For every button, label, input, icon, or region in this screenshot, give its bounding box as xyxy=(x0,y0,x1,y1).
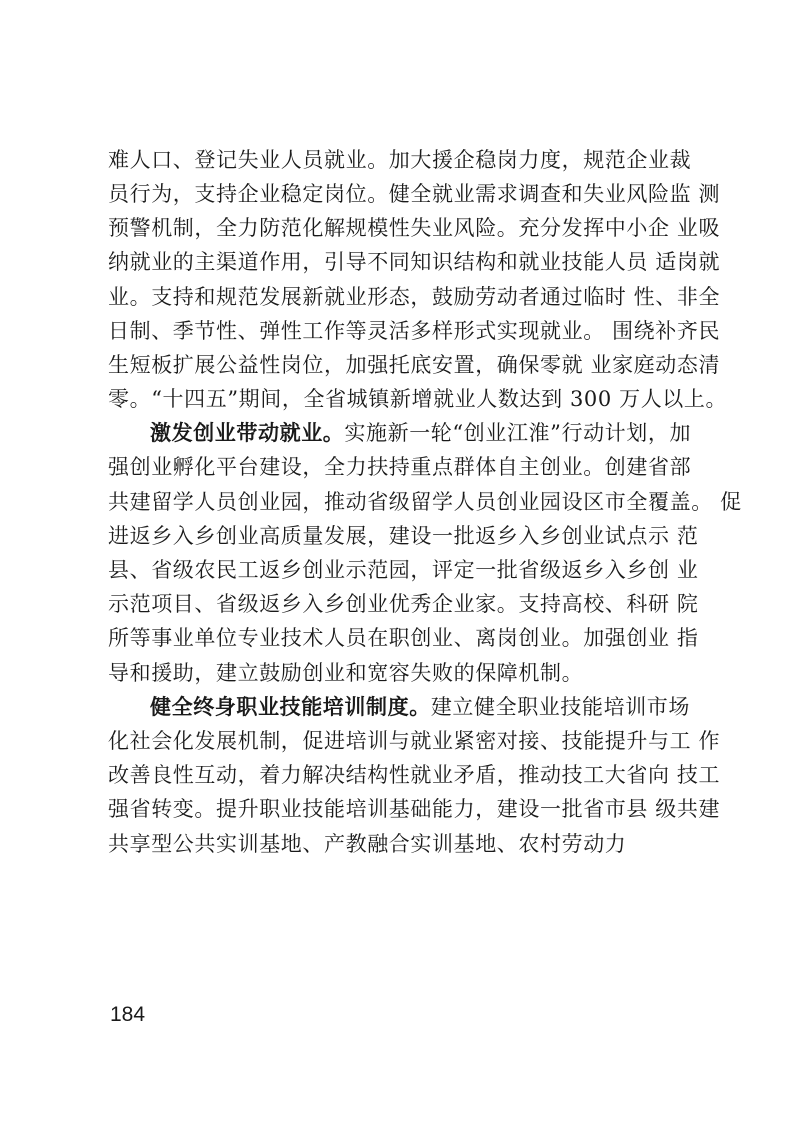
text-line: 纳就业的主渠道作用，引导不同知识结构和就业技能人员 适岗就 xyxy=(108,250,721,274)
text-line: 零。“十四五”期间，全省城镇新增就业人数达到 300 万人以上。 xyxy=(108,387,728,411)
text-run: 实施新一轮“创业江淮”行动计划，加 xyxy=(344,421,692,445)
text-line: 共建留学人员创业园，推动省级留学人员创业园设区市全覆盖。 促 xyxy=(108,490,742,514)
text-line: 强创业孵化平台建设，全力扶持重点群体自主创业。创建省部 xyxy=(108,455,692,479)
text-line: 共享型公共实训基地、产教融合实训基地、农村劳动力 xyxy=(108,832,627,856)
section-heading: 健全终身职业技能培训制度。 xyxy=(150,695,431,719)
text-line: 生短板扩展公益性岗位，加强托底安置，确保零就 业家庭动态清 xyxy=(108,353,721,377)
text-run: 建立健全职业技能培训市场 xyxy=(430,695,691,719)
text-line: 难人口、登记失业人员就业。加大援企稳岗力度，规范企业裁 xyxy=(108,148,692,172)
text-line: 所等事业单位专业技术人员在职创业、离岗创业。加强创业 指 xyxy=(108,626,699,650)
text-line: 日制、季节性、弹性工作等灵活多样形式实现就业。 围绕补齐民 xyxy=(108,319,721,343)
paragraph-first-line xyxy=(150,423,691,444)
text-line: 导和援助，建立鼓励创业和宽容失败的保障机制。 xyxy=(108,661,584,685)
text-line: 改善良性互动，着力解决结构性就业矛盾，推动技工大省向 技工 xyxy=(108,763,721,787)
paragraph-first-line xyxy=(150,697,690,718)
text-line: 进返乡入乡创业高质量发展，建设一批返乡入乡创业试点示 范 xyxy=(108,524,699,548)
text-line: 业。支持和规范发展新就业形态，鼓励劳动者通过临时 性、非全 xyxy=(108,285,721,309)
text-line: 员行为，支持企业稳定岗位。健全就业需求调查和失业风险监 测 xyxy=(108,182,721,206)
text-line: 强省转变。提升职业技能培训基础能力，建设一批省市县 级共建 xyxy=(108,797,721,821)
text-line: 示范项目、省级返乡入乡创业优秀企业家。支持高校、科研 院 xyxy=(108,592,699,616)
section-heading: 激发创业带动就业。 xyxy=(150,421,345,445)
text-line: 预警机制，全力防范化解规模性失业风险。充分发挥中小企 业吸 xyxy=(108,216,721,240)
text-line: 县、省级农民工返乡创业示范园，评定一批省级返乡入乡创 业 xyxy=(108,558,699,582)
page-number: 184 xyxy=(110,1003,146,1026)
text-line: 化社会化发展机制，促进培训与就业紧密对接、技能提升与工 作 xyxy=(108,729,721,753)
